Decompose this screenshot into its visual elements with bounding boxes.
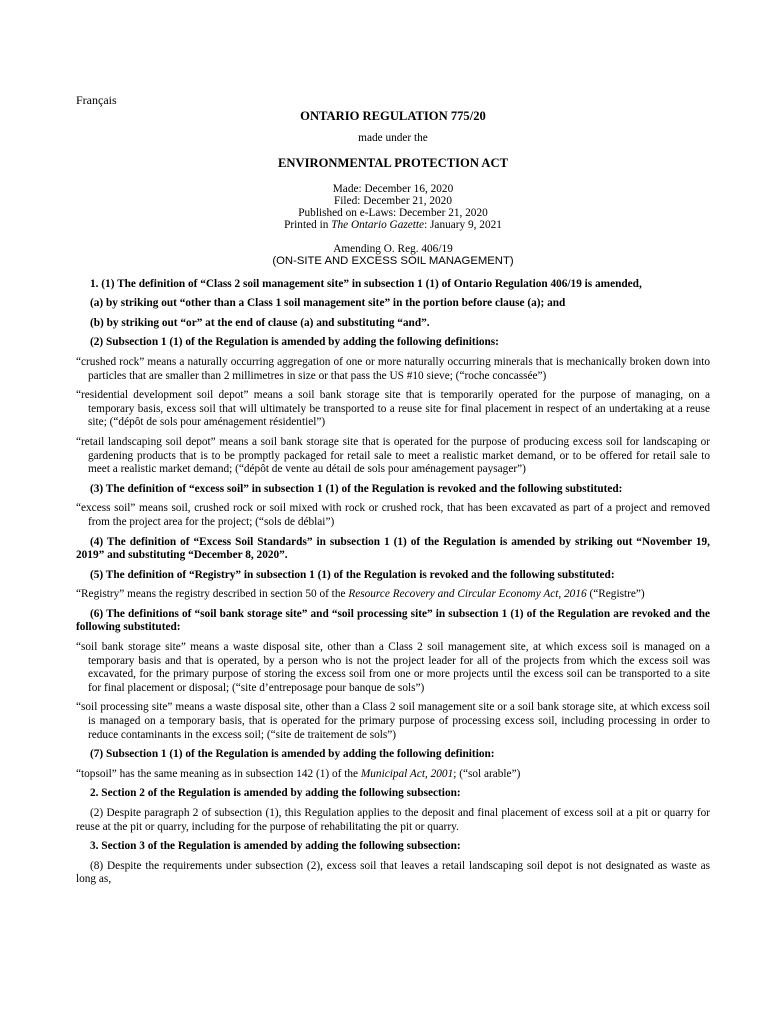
section-3-heading: 3. Section 3 of the Regulation is amended by adding the following subsection: xyxy=(90,840,461,853)
definition-registry xyxy=(76,588,710,602)
definition-topsoil xyxy=(76,768,710,782)
amending-block xyxy=(76,243,710,268)
printed-suffix: : January 9, 2021 xyxy=(424,218,502,231)
section-2-heading: 2. Section 2 of the Regulation is amended by adding the following subsection: xyxy=(90,787,461,800)
published-date: Published on e-Laws: December 21, 2020 xyxy=(298,206,488,219)
made-date: Made: December 16, 2020 xyxy=(332,182,454,195)
made-under-text: made under the xyxy=(358,132,428,144)
registry-text: “Registry” means the registry described in section 50 of the xyxy=(76,588,349,601)
regulation-page xyxy=(76,93,710,893)
amending-text: Amending O. Reg. 406/19 xyxy=(333,242,453,255)
definition-residential-soil-depot: “residential development soil depot” means a soil bank storage site that is temporarily operated for the purpose of managing, on a temporary basis, excess soil that will ultimately be transported to a reuse site for final placement in respect of an undertaking at a reuse site; (“dépôt de sols pour aménagement résidentiel”) xyxy=(76,389,710,429)
topsoil-act-name: Municipal Act, 2001 xyxy=(360,767,454,780)
french-language-link[interactable]: Français xyxy=(76,93,117,107)
regulation-subject: (ON-SITE AND EXCESS SOIL MANAGEMENT) xyxy=(272,255,514,268)
printed-prefix: Printed in xyxy=(284,218,332,231)
section-1-6-heading: (6) The definitions of “soil bank storage site” and “soil processing site” in subsection 1 (1) of the Regulation are revoked and the following substituted: xyxy=(76,607,710,634)
clause-1-1-b: (b) by striking out “or” at the end of clause (a) and substituting “and”. xyxy=(90,316,430,329)
section-3-subsection-8: (8) Despite the requirements under subsection (2), excess soil that leaves a retail landscaping soil depot is not designated as waste as long as, xyxy=(76,859,710,886)
definition-crushed-rock: “crushed rock” means a naturally occurring aggregation of one or more naturally occurring minerals that is mechanically broken down into particles that are smaller than 2 millimetres in size or that pass the US #10 sieve; (“roche concassée”) xyxy=(76,355,710,382)
regulation-dates xyxy=(76,183,710,231)
regulation-title: ONTARIO REGULATION 775/20 xyxy=(300,109,486,123)
section-1-3-heading: (3) The definition of “excess soil” in subsection 1 (1) of the Regulation is revoked and the following substituted: xyxy=(90,482,623,495)
section-1-7-heading: (7) Subsection 1 (1) of the Regulation is amended by adding the following definition: xyxy=(90,748,495,761)
definition-retail-soil-depot: “retail landscaping soil depot” means a soil bank storage site that is operated for the purpose of producing excess soil for landscaping or gardening products that is to be promptly packaged for retail sale to meet a realistic market demand, or to be offered for retail sale to meet a realistic market demand; (“dépôt de vente au détail de sols pour aménagement paysager”) xyxy=(76,435,710,476)
section-2-subsection-2: (2) Despite paragraph 2 of subsection (1), this Regulation applies to the deposit and final placement of excess soil at a pit or quarry for reuse at the pit or quarry, including for the purpose of rehabilitating the pit or quarry. xyxy=(76,807,710,833)
section-1-1-heading: 1. (1) The definition of “Class 2 soil management site” in subsection 1 (1) of Ontario Regulation 406/19 is amended, xyxy=(90,277,642,290)
definition-soil-processing-site: “soil processing site” means a waste disposal site, other than a Class 2 soil management site or a soil bank storage site, at which excess soil is managed on a temporary basis, that is operated for the primary purpose of processing excess soil, including processing in order to reduce contaminants in the excess soil; (“site de traitement de sols”) xyxy=(76,701,710,741)
printed-date xyxy=(76,219,710,231)
section-1-4-heading: (4) The definition of “Excess Soil Standards” in subsection 1 (1) of the Regulation is amended by striking out “November 19, 2019” and substituting “December 8, 2020”. xyxy=(76,535,710,562)
registry-french-term: (“Registre”) xyxy=(586,588,645,601)
definition-soil-bank-storage-site: “soil bank storage site” means a waste disposal site, other than a Class 2 soil management site, at which excess soil is managed on a temporary basis and that is operated, by a person who is not the project leader for all of the projects from which the excess soil was excavated, for the primary purpose of storing the excess soil from one or more projects until the excess soil can be transported to a site for final placement or disposal; (“site d’entreposage pour banque de sols”) xyxy=(76,641,710,694)
registry-act-name: Resource Recovery and Circular Economy Act, 2016 xyxy=(348,588,587,601)
topsoil-text: “topsoil” has the same meaning as in subsection 142 (1) of the xyxy=(76,767,361,780)
filed-date: Filed: December 21, 2020 xyxy=(334,194,452,207)
gazette-name: The Ontario Gazette xyxy=(331,218,425,231)
section-1-2-heading: (2) Subsection 1 (1) of the Regulation is amended by adding the following definitions: xyxy=(90,336,499,349)
definition-excess-soil: “excess soil” means soil, crushed rock or soil mixed with rock or crushed rock, that has been excavated as part of a project and removed from the project area for the project; (“sols de déblai”) xyxy=(76,502,710,528)
clause-1-1-a: (a) by striking out “other than a Class 1 soil management site” in the portion before clause (a); and xyxy=(90,297,566,310)
act-title: ENVIRONMENTAL PROTECTION ACT xyxy=(278,155,508,170)
topsoil-french-term: ; (“sol arable”) xyxy=(453,767,521,780)
section-1-5-heading: (5) The definition of “Registry” in subsection 1 (1) of the Regulation is revoked and the following substituted: xyxy=(90,568,615,581)
